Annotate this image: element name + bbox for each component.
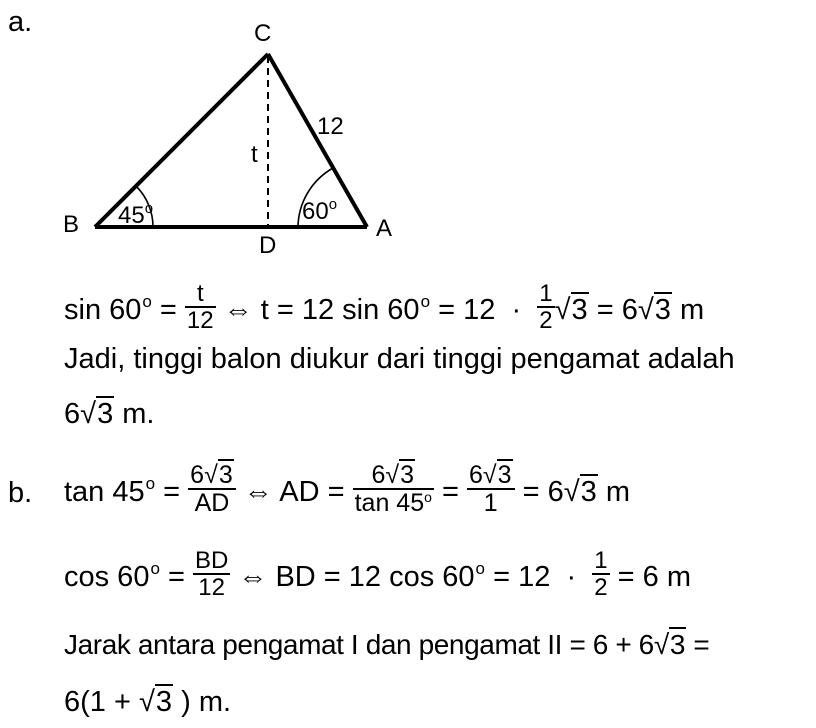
angle-a-label: 60$^o$ — [302, 196, 338, 225]
fraction-one-half: $\frac{1}{2}$ — [594, 547, 608, 602]
sqrt-3: √3 — [653, 629, 685, 660]
triangle-diagram — [0, 0, 816, 270]
fraction-t-over-12: $\frac{t}{12}$ — [186, 280, 214, 335]
fraction-bd-over-12: $\frac{BD}{12}$ — [194, 547, 229, 602]
sqrt-3: √3 — [563, 475, 597, 508]
part-b-distance: Jarak antara pengamat I dan pengamat II = 6 + 6√3 = — [64, 629, 710, 660]
vertex-c-label: C — [254, 20, 272, 47]
fraction-6sqrt3-over-ad: $\frac{6√3}{AD}$ — [188, 462, 236, 517]
vertex-b-label: B — [63, 211, 80, 238]
part-b-marker: b. — [8, 477, 33, 509]
fraction-6sqrt3-over-tan45: $\frac{6√3}{\tan 45^o}$ — [354, 461, 432, 518]
part-a-conclusion: Jadi, tinggi balon diukur dari tinggi pengamat adalah — [64, 343, 735, 375]
side-ca-label: 12 — [317, 113, 344, 140]
fraction-one-half: $\frac{1}{2}$ — [539, 280, 553, 335]
height-label: t — [251, 141, 258, 168]
part-b-equation-1: tan 45$^o$ = $\frac{6√3}{AD}$ ⇔ AD = $\frac{6√3}{\tan 45^o}$ = $\frac{6√3}{1}$ = 6√3 m — [64, 461, 630, 518]
part-a-equation: sin 60$^o$ = $\frac{t}{12}$ ⇔ t = 12 sin 60$^o$ = 12 · $\frac{1}{2}$ √3 = 6√3 m — [64, 280, 705, 335]
fraction-6sqrt3-over-1: $\frac{6√3}{1}$ — [467, 462, 515, 517]
part-a-result: 6√3 m. — [64, 398, 155, 430]
vertex-d-label: D — [259, 232, 277, 259]
part-b-final: 6(1 + √3 ) m. — [64, 686, 232, 718]
part-a-marker: a. — [8, 6, 33, 38]
sqrt-3: √3 — [554, 293, 588, 326]
angle-b-label: 45$^o$ — [118, 200, 154, 229]
sqrt-3: √3 — [637, 293, 671, 326]
sqrt-3: √3 — [138, 686, 173, 718]
vertex-a-label: A — [376, 215, 393, 242]
sqrt-3: √3 — [80, 398, 114, 430]
part-b-equation-2: cos 60$^o$ = $\frac{BD}{12}$ ⇔ BD = 12 cos 60$^o$ = 12 · $\frac{1}{2}$ = 6 m — [64, 547, 692, 602]
